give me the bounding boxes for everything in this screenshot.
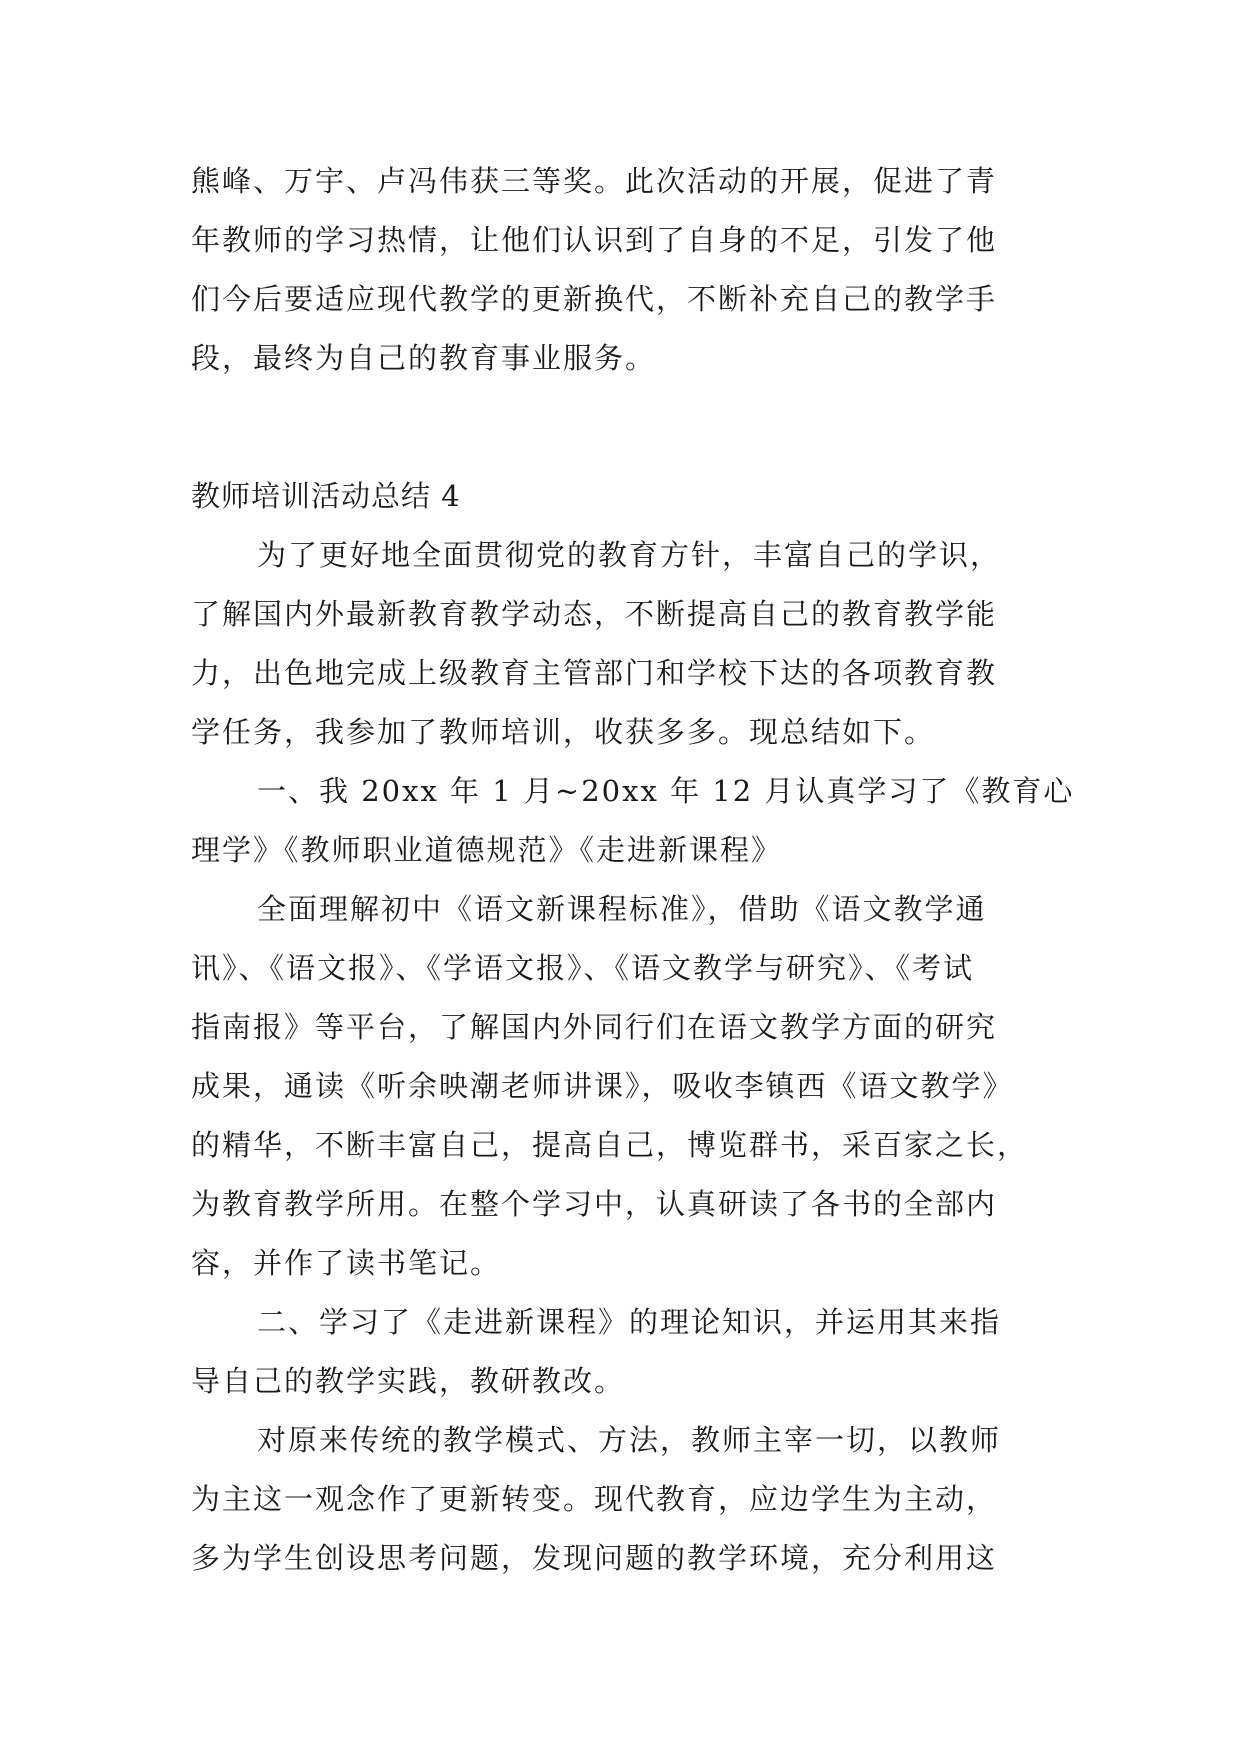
text-line: 指南报》等平台，了解国内外同行们在语文教学方面的研究 bbox=[191, 1010, 998, 1044]
text-line: 力，出色地完成上级教育主管部门和学校下达的各项教育教 bbox=[191, 656, 998, 690]
text-line: 为主这一观念作了更新转变。现代教育，应边学生为主动， bbox=[191, 1482, 998, 1516]
text-line: 为了更好地全面贯彻党的教育方针，丰富自己的学识， bbox=[257, 538, 1002, 572]
paragraph-point-two bbox=[191, 1293, 1051, 1411]
text-line: 对原来传统的教学模式、方法，教师主宰一切，以教师 bbox=[257, 1423, 1002, 1457]
text-line: 一、我 20xx 年 1 月~20xx 年 12 月认真学习了《教育心 bbox=[257, 774, 1075, 808]
section-heading: 教师培训活动总结 4 bbox=[191, 479, 461, 513]
text-line: 理学》《教师职业道德规范》《走进新课程》 bbox=[191, 833, 783, 867]
text-line: 成果，通读《听余映潮老师讲课》，吸收李镇西《语文教学》 bbox=[191, 1069, 1014, 1103]
paragraph-study-detail bbox=[191, 880, 1051, 1293]
text-line: 的精华，不断丰富自己，提高自己，博览群书，采百家之长， bbox=[191, 1128, 1029, 1162]
text-line: 多为学生创设思考问题，发现问题的教学环境，充分利用这 bbox=[191, 1541, 998, 1575]
text-line: 段，最终为自己的教育事业服务。 bbox=[191, 341, 657, 375]
text-line: 熊峰、万宇、卢冯伟获三等奖。此次活动的开展，促进了青 bbox=[191, 164, 998, 198]
text-line: 年教师的学习热情，让他们认识到了自身的不足，引发了他 bbox=[191, 223, 998, 257]
text-line: 容，并作了读书笔记。 bbox=[191, 1246, 502, 1280]
text-line: 讯》、《语文报》、《学语文报》、《语文教学与研究》、《考试 bbox=[191, 951, 975, 985]
paragraph-continuation bbox=[191, 152, 1051, 388]
text-line: 为教育教学所用。在整个学习中，认真研读了各书的全部内 bbox=[191, 1187, 998, 1221]
text-line: 导自己的教学实践，教研教改。 bbox=[191, 1364, 626, 1398]
text-line: 学任务，我参加了教师培训，收获多多。现总结如下。 bbox=[191, 715, 936, 749]
text-line: 全面理解初中《语文新课程标准》，借助《语文教学通 bbox=[257, 892, 987, 926]
paragraph-point-one bbox=[191, 762, 1075, 880]
text-line: 们今后要适应现代教学的更新换代，不断补充自己的教学手 bbox=[191, 282, 998, 316]
text-line: 了解国内外最新教育教学动态，不断提高自己的教育教学能 bbox=[191, 597, 998, 631]
paragraph-intro bbox=[191, 526, 1051, 762]
text-line: 二、学习了《走进新课程》的理论知识，并运用其来指 bbox=[257, 1305, 1002, 1339]
section-gap bbox=[191, 388, 1051, 467]
document-body bbox=[191, 152, 1075, 1588]
paragraph-teaching-change bbox=[191, 1411, 1051, 1588]
